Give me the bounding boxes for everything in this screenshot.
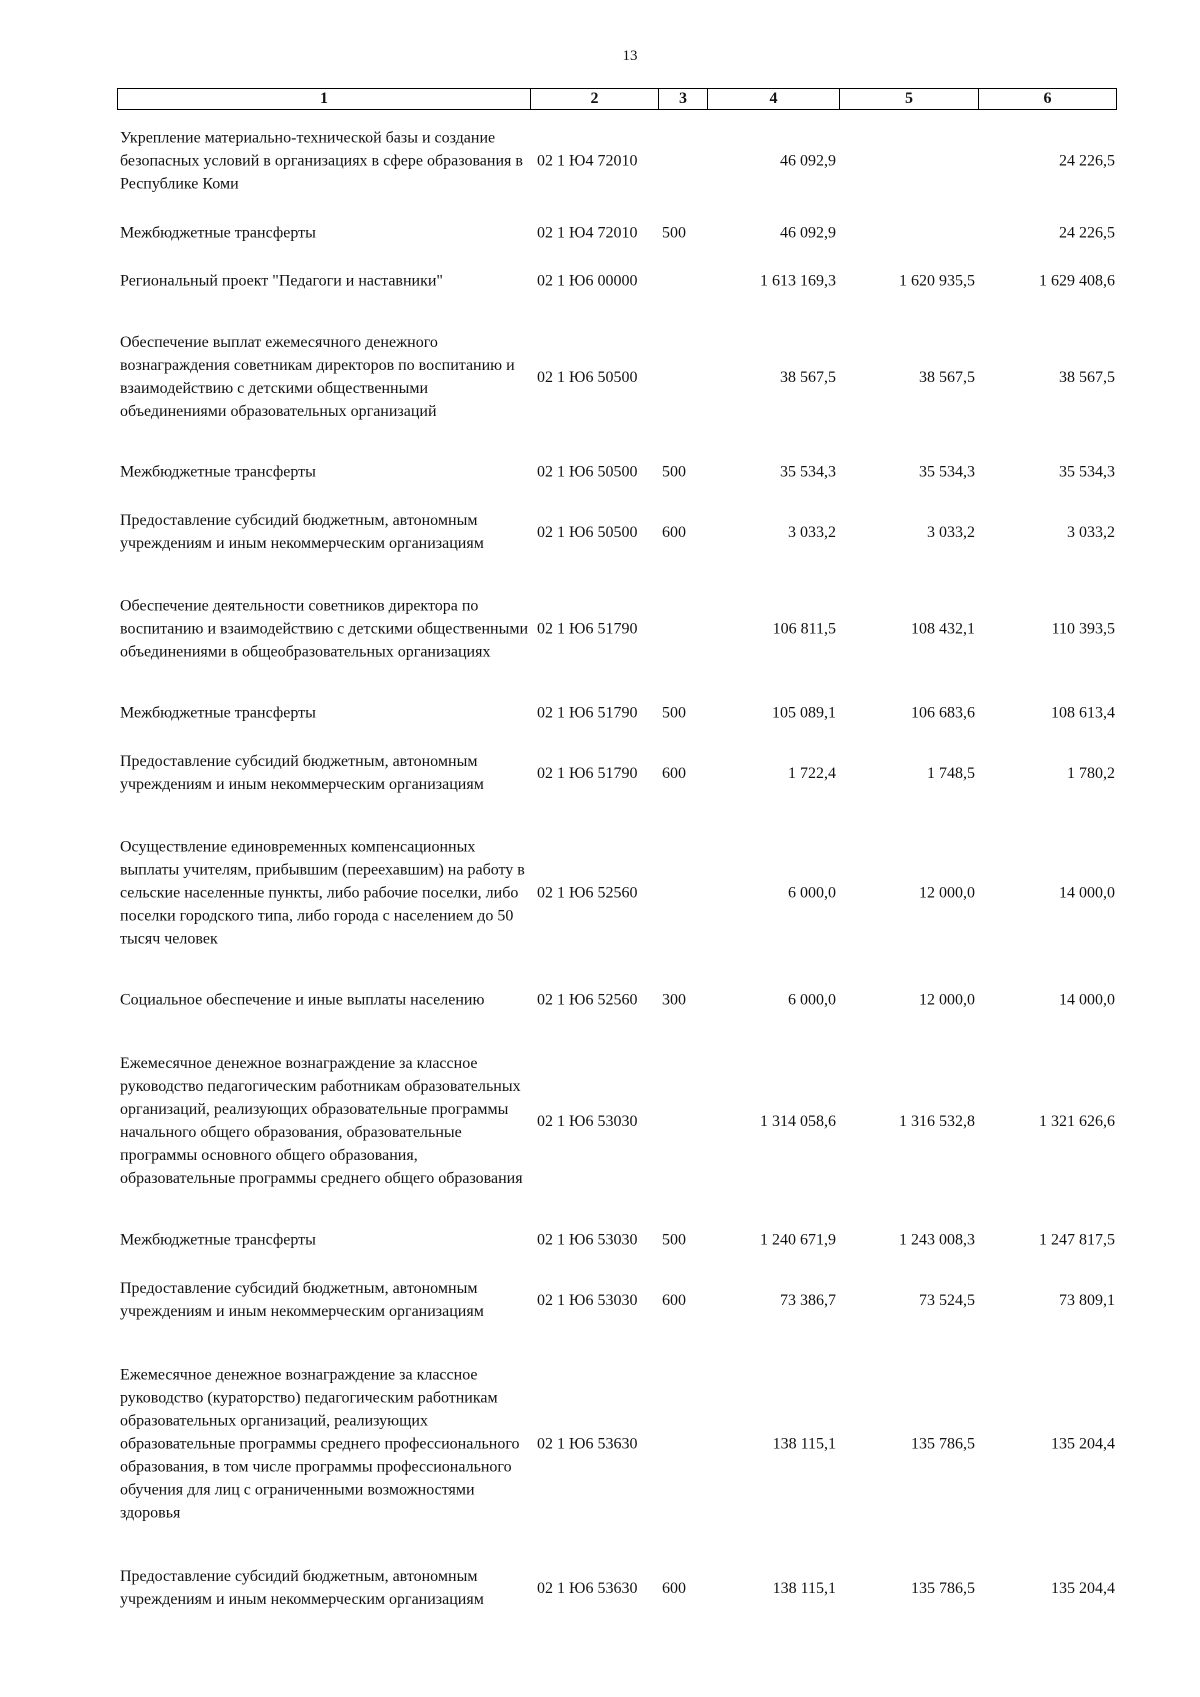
- table-row: [117, 702, 1117, 725]
- row-expense-type: 500: [662, 463, 686, 481]
- row-name: Обеспечение деятельности советников директора по воспитанию и взаимодействию с детскими общественными объединениями в общеобразовательных организациях: [120, 597, 529, 661]
- row-value-4: 1 240 671,9: [760, 1231, 836, 1249]
- row-expense-type: 500: [662, 1231, 686, 1249]
- row-value-6: 135 204,4: [1051, 1435, 1115, 1453]
- row-name: Обеспечение выплат ежемесячного денежного вознаграждения советникам директоров по воспитанию и взаимодействию с детскими общественными объединениями образовательных организаций: [120, 334, 515, 420]
- header-col-1: 1: [118, 89, 531, 109]
- row-code: 02 1 Ю6 53030: [537, 1231, 638, 1249]
- row-name: Региональный проект "Педагоги и наставники": [120, 272, 443, 290]
- row-value-5: 1 316 532,8: [899, 1112, 975, 1130]
- table-row: [117, 1277, 1117, 1323]
- table-row: [117, 1565, 1117, 1611]
- row-value-6: 24 226,5: [1059, 152, 1115, 170]
- row-value-5: 38 567,5: [919, 368, 975, 386]
- row-expense-type: 600: [662, 764, 686, 782]
- table-row: [117, 509, 1117, 555]
- header-col-2: 2: [531, 89, 659, 109]
- table-row: [117, 1229, 1117, 1252]
- row-value-4: 1 722,4: [788, 764, 836, 782]
- table-row: [117, 595, 1117, 664]
- table-header: [117, 88, 1117, 110]
- table-row: [117, 222, 1117, 245]
- row-value-6: 135 204,4: [1051, 1579, 1115, 1597]
- row-code: 02 1 Ю6 53630: [537, 1579, 638, 1597]
- row-value-4: 106 811,5: [772, 620, 836, 638]
- row-value-6: 24 226,5: [1059, 224, 1115, 242]
- row-value-5: 1 748,5: [927, 764, 975, 782]
- row-code: 02 1 Ю6 51790: [537, 764, 638, 782]
- page-number: 13: [622, 48, 638, 64]
- row-name: Межбюджетные трансферты: [120, 1231, 316, 1249]
- table-row: [117, 989, 1117, 1012]
- row-value-6: 35 534,3: [1059, 463, 1115, 481]
- row-expense-type: 600: [662, 1291, 686, 1309]
- row-name: Предоставление субсидий бюджетным, автономным учреждениям и иным некоммерческим организациям: [120, 1280, 484, 1320]
- row-name: Социальное обеспечение и иные выплаты населению: [120, 991, 485, 1009]
- row-value-4: 105 089,1: [772, 704, 836, 722]
- row-name: Межбюджетные трансферты: [120, 224, 316, 242]
- header-col-4: 4: [708, 89, 840, 109]
- header-col-3: 3: [659, 89, 708, 109]
- row-value-4: 73 386,7: [780, 1291, 836, 1309]
- row-value-5: 73 524,5: [919, 1291, 975, 1309]
- table-row: [117, 750, 1117, 796]
- row-code: 02 1 Ю6 53030: [537, 1112, 638, 1130]
- row-expense-type: 500: [662, 224, 686, 242]
- row-code: 02 1 Ю6 50500: [537, 523, 638, 541]
- row-value-5: 12 000,0: [919, 884, 975, 902]
- row-code: 02 1 Ю6 52560: [537, 991, 638, 1009]
- row-value-4: 38 567,5: [780, 368, 836, 386]
- row-value-6: 1 321 626,6: [1039, 1112, 1115, 1130]
- row-expense-type: 300: [662, 991, 686, 1009]
- table-row: [117, 836, 1117, 951]
- row-value-4: 138 115,1: [772, 1579, 836, 1597]
- row-value-5: 1 243 008,3: [899, 1231, 975, 1249]
- row-name: Предоставление субсидий бюджетным, автономным учреждениям и иным некоммерческим организациям: [120, 1568, 484, 1608]
- row-value-5: 35 534,3: [919, 463, 975, 481]
- table-row: [117, 331, 1117, 423]
- row-value-6: 110 393,5: [1051, 620, 1115, 638]
- row-value-6: 14 000,0: [1059, 884, 1115, 902]
- row-value-5: 106 683,6: [911, 704, 975, 722]
- row-code: 02 1 Ю4 72010: [537, 224, 638, 242]
- row-value-6: 3 033,2: [1067, 523, 1115, 541]
- row-code: 02 1 Ю6 51790: [537, 620, 638, 638]
- row-name: Межбюджетные трансферты: [120, 704, 316, 722]
- row-code: 02 1 Ю6 50500: [537, 368, 638, 386]
- row-value-5: 1 620 935,5: [899, 272, 975, 290]
- row-value-6: 108 613,4: [1051, 704, 1115, 722]
- row-expense-type: 500: [662, 704, 686, 722]
- row-value-6: 1 629 408,6: [1039, 272, 1115, 290]
- table-row: [117, 1052, 1117, 1190]
- row-value-4: 3 033,2: [788, 523, 836, 541]
- row-code: 02 1 Ю6 53030: [537, 1291, 638, 1309]
- row-value-4: 138 115,1: [772, 1435, 836, 1453]
- row-code: 02 1 Ю6 52560: [537, 884, 638, 902]
- row-value-4: 46 092,9: [780, 224, 836, 242]
- row-value-4: 46 092,9: [780, 152, 836, 170]
- row-code: 02 1 Ю4 72010: [537, 152, 638, 170]
- header-col-5: 5: [840, 89, 979, 109]
- row-expense-type: 600: [662, 523, 686, 541]
- row-name: Предоставление субсидий бюджетным, автономным учреждениям и иным некоммерческим организациям: [120, 753, 484, 793]
- row-name: Ежемесячное денежное вознаграждение за классное руководство педагогическим работникам образовательных организаций, реализующих образовательные программы начального общего образования, образовательные программы основного общего образования, образовательные программы среднего общего образования: [120, 1055, 523, 1187]
- row-name: Укрепление материально-технической базы и создание безопасных условий в организациях в сфере образования в Республике Коми: [120, 129, 523, 193]
- row-code: 02 1 Ю6 00000: [537, 272, 638, 290]
- row-value-4: 6 000,0: [788, 991, 836, 1009]
- row-name: Предоставление субсидий бюджетным, автономным учреждениям и иным некоммерческим организациям: [120, 512, 484, 552]
- table-row: [117, 127, 1117, 196]
- row-value-6: 73 809,1: [1059, 1291, 1115, 1309]
- row-value-5: 12 000,0: [919, 991, 975, 1009]
- row-value-5: 135 786,5: [911, 1579, 975, 1597]
- table-row: [117, 270, 1117, 293]
- row-code: 02 1 Ю6 51790: [537, 704, 638, 722]
- row-value-5: 3 033,2: [927, 523, 975, 541]
- row-name: Межбюджетные трансферты: [120, 463, 316, 481]
- row-value-6: 14 000,0: [1059, 991, 1115, 1009]
- row-code: 02 1 Ю6 50500: [537, 463, 638, 481]
- row-value-5: 108 432,1: [911, 620, 975, 638]
- table-row: [117, 461, 1117, 484]
- row-value-6: 1 780,2: [1067, 764, 1115, 782]
- row-code: 02 1 Ю6 53630: [537, 1435, 638, 1453]
- row-name: Осуществление единовременных компенсационных выплаты учителям, прибывшим (переехавшим) на работу в сельские населенные пункты, либо рабочие поселки, либо поселки городского типа, либо города с населением до 50 тысяч человек: [120, 838, 525, 948]
- row-value-4: 6 000,0: [788, 884, 836, 902]
- row-value-6: 1 247 817,5: [1039, 1231, 1115, 1249]
- row-expense-type: 600: [662, 1579, 686, 1597]
- header-col-6: 6: [1043, 90, 1052, 107]
- row-name: Ежемесячное денежное вознаграждение за классное руководство (кураторство) педагогическим работникам образовательных организаций, реализующих образовательные программы среднего профессионального образования, в том числе программы профессионального обучения для лиц с ограниченными возможностями здоровья: [120, 1366, 520, 1522]
- row-value-4: 1 314 058,6: [760, 1112, 836, 1130]
- row-value-4: 35 534,3: [780, 463, 836, 481]
- row-value-6: 38 567,5: [1059, 368, 1115, 386]
- row-value-4: 1 613 169,3: [760, 272, 836, 290]
- table-row: [117, 1364, 1117, 1525]
- row-value-5: 135 786,5: [911, 1435, 975, 1453]
